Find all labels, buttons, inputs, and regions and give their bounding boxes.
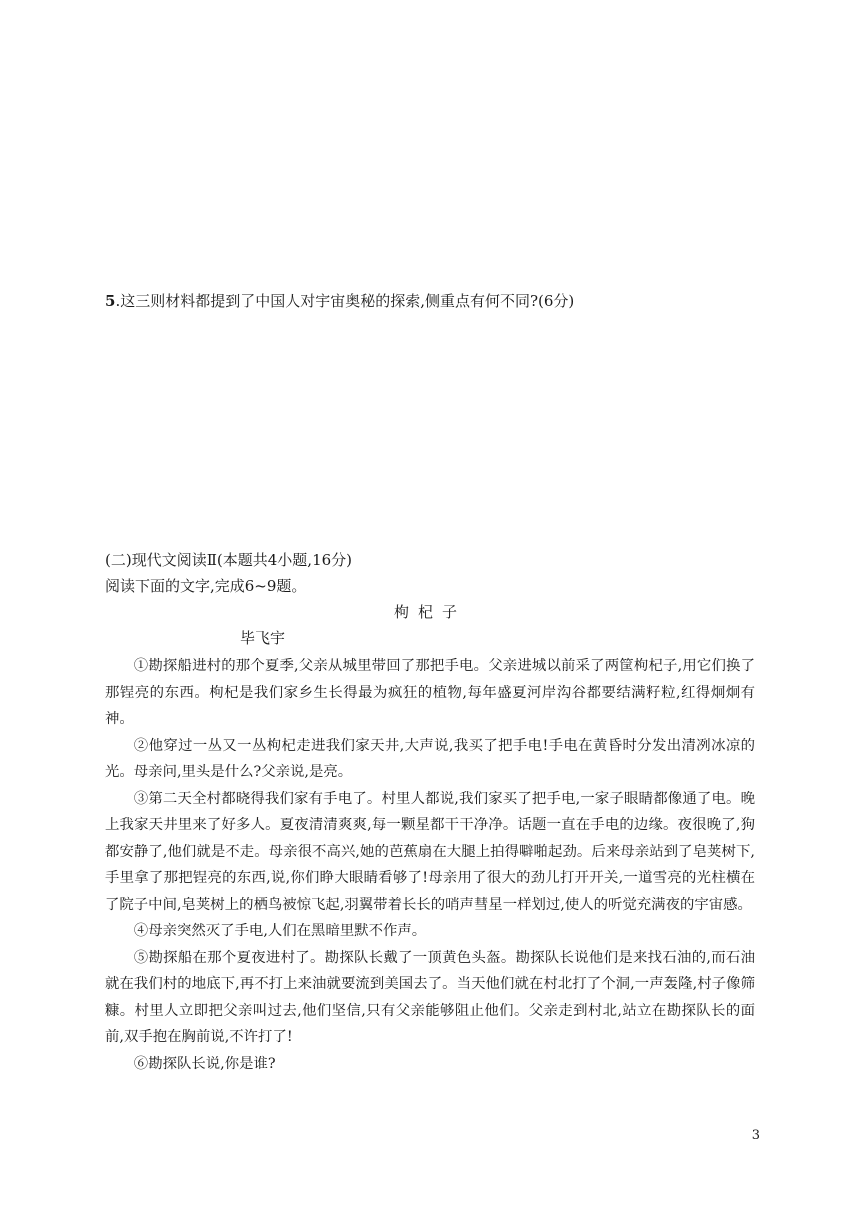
question-text: .这三则材料都提到了中国人对宇宙奥秘的探索,侧重点有何不同?(6分) <box>115 292 575 310</box>
section-instruction: 阅读下面的文字,完成6~9题。 <box>105 577 307 595</box>
article-author: 毕飞宇 <box>240 629 286 647</box>
section-title: (二)现代文阅读Ⅱ(本题共4小题,16分) <box>105 551 353 569</box>
paragraph-3: ③第二天全村都晓得我们家有手电了。村里人都说,我们家买了把手电,一家子眼睛都像通了电。晚上我家天井里来了好多人。夏夜清清爽爽,每一颗星都干干净净。话题一直在手电的边缘。夜很晚了,狗都安静了,他们就是不走。母亲很不高兴,她的芭蕉扇在大腿上拍得噼啪起劲。后来母亲站到了皂荚树下,手里拿了那把锃亮的东西,说,你们睁大眼睛看够了!母亲用了很大的劲儿打开开关,一道雪亮的光柱横在了院子中间,皂荚树上的栖鸟被惊飞起,羽翼带着长长的哨声彗星一样划过,使人的听觉充满夜的宇宙感。 <box>105 790 755 913</box>
paragraph-5: ⑤勘探船在那个夏夜进村了。勘探队长戴了一顶黄色头盔。勘探队长说他们是来找石油的,而石油就在我们村的地底下,再不打上来油就要流到美国去了。当天他们就在村北打了个洞,一声轰隆,村子像筛糠。村里人立即把父亲叫过去,他们坚信,只有父亲能够阻止他们。父亲走到村北,站立在勘探队长的面前,双手抱在胸前说,不许打了! <box>105 949 755 1045</box>
article-body <box>105 653 755 1077</box>
paragraph-6: ⑥勘探队长说,你是谁? <box>133 1055 276 1072</box>
paragraph-2: ②他穿过一丛又一丛枸杞走进我们家天井,大声说,我买了把手电!手电在黄昏时分发出清冽冰凉的光。母亲问,里头是什么?父亲说,是亮。 <box>105 737 755 780</box>
page-number: 3 <box>751 1128 760 1143</box>
paragraph-1: ①勘探船进村的那个夏季,父亲从城里带回了那把手电。父亲进城以前采了两筐枸杞子,用它们换了那锃亮的东西。枸杞是我们家乡生长得最为疯狂的植物,每年盛夏河岸沟谷都要结满籽粒,红得炯炯有神。 <box>105 658 755 727</box>
paragraph-4: ④母亲突然灭了手电,人们在黑暗里默不作声。 <box>133 923 427 939</box>
question-number: 5 <box>105 292 116 310</box>
question-5 <box>105 290 765 312</box>
article-title: 枸杞子 <box>393 603 466 621</box>
